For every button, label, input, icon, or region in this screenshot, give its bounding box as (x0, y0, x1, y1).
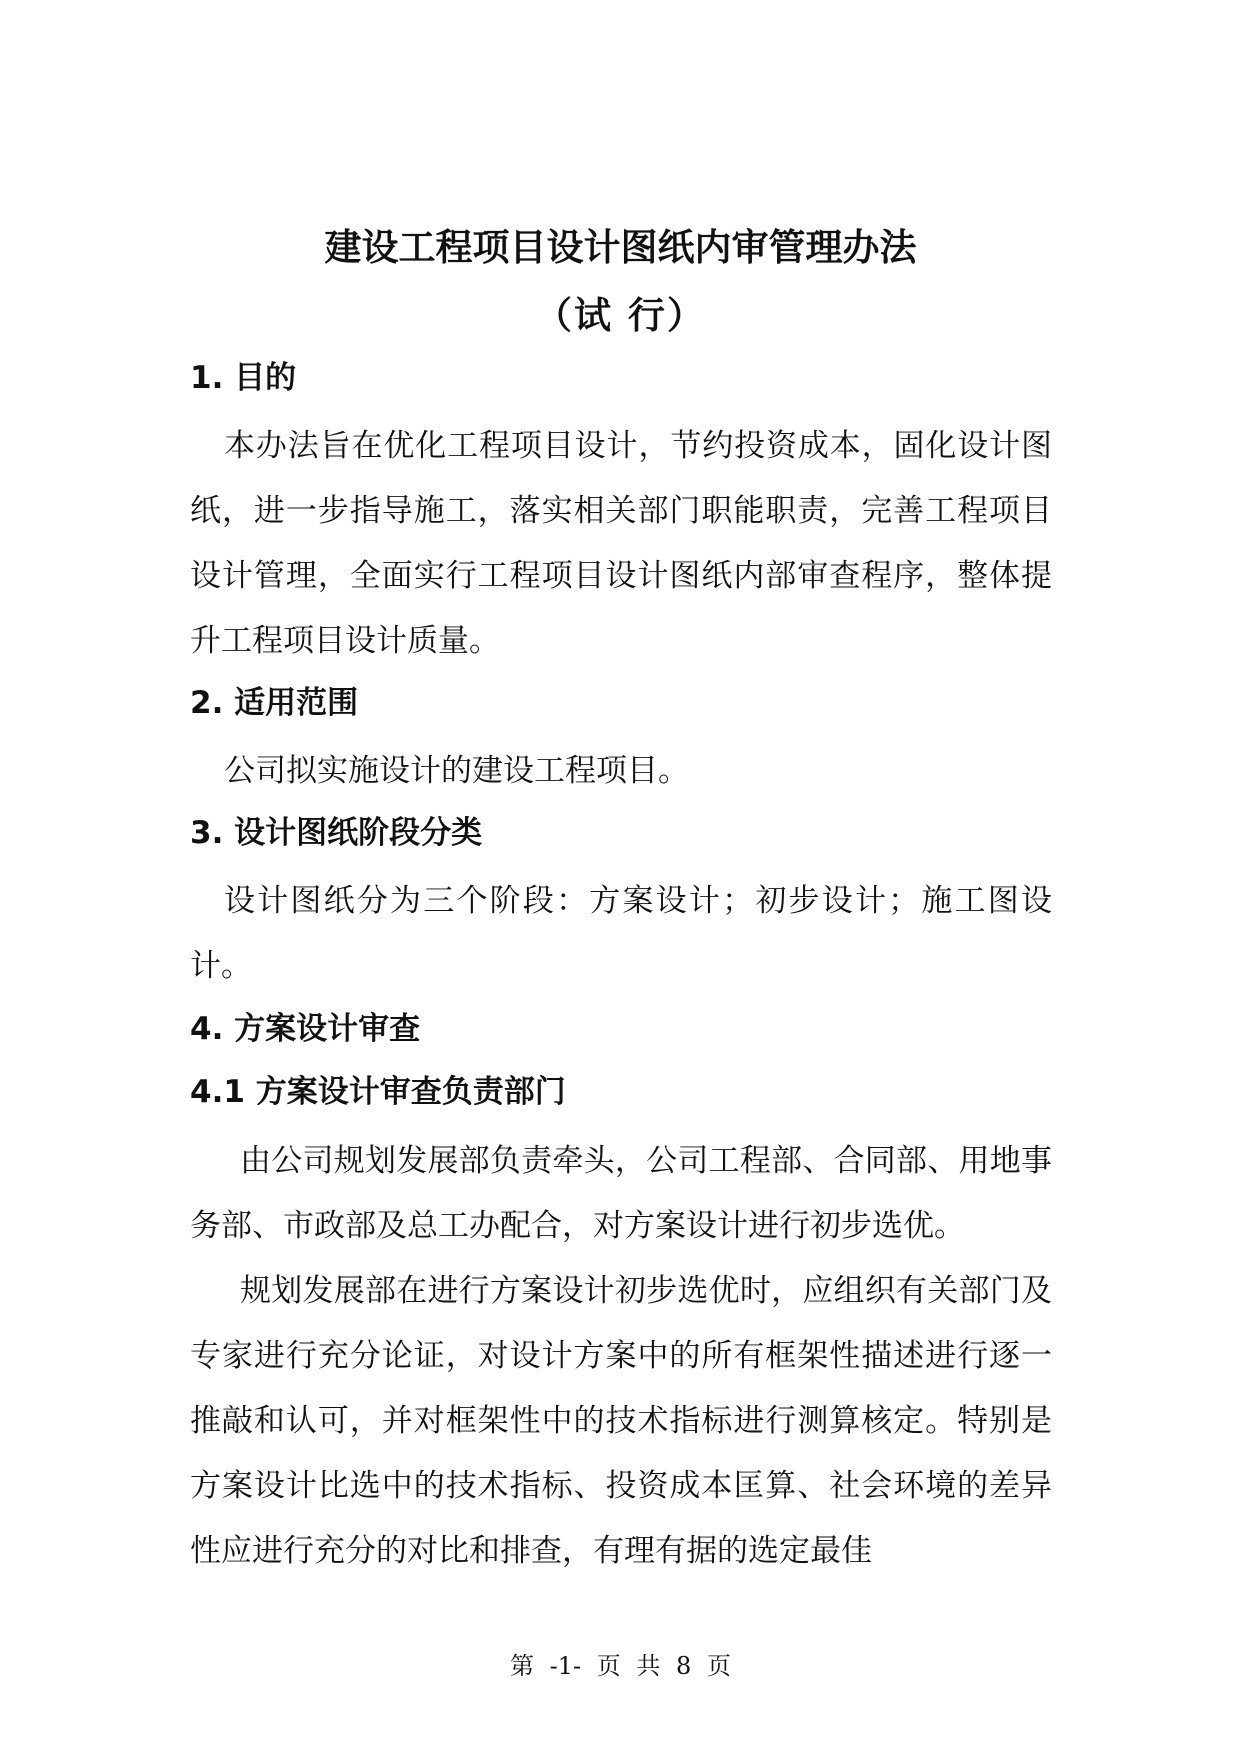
section-body-stages: 设计图纸分为三个阶段：方案设计；初步设计；施工图设计。 (190, 883, 1052, 984)
subsection-body-review-department-2: 规划发展部在进行方案设计初步选优时，应组织有关部门及专家进行充分论证，对设计方案中的所有框架性描述进行逐一推敲和认可，并对框架性中的技术指标进行测算核定。特别是方案设计比选中的技术指标、投资成本匡算、社会环境的差异性应进行充分的对比和排查，有理有据的选定最佳 (190, 1273, 1052, 1569)
section-heading-purpose: 1. 目的 (190, 360, 297, 396)
document-title: 建设工程项目设计图纸内审管理办法 (324, 226, 917, 269)
section-body-purpose: 本办法旨在优化工程项目设计，节约投资成本，固化设计图纸，进一步指导施工，落实相关部门职能职责，完善工程项目设计管理，全面实行工程项目设计图纸内部审查程序，整体提升工程项目设计质量。 (190, 428, 1052, 659)
section-body-scope: 公司拟实施设计的建设工程项目。 (224, 753, 689, 789)
section-heading-stages: 3. 设计图纸阶段分类 (190, 815, 483, 851)
subsection-heading-review-department: 4.1 方案设计审查负责部门 (190, 1074, 566, 1110)
page-number-footer: 第 -1- 页 共 8 页 (510, 1652, 731, 1680)
document-subtitle: （试 行） (535, 294, 706, 337)
section-heading-scheme-review: 4. 方案设计审查 (190, 1011, 421, 1047)
subsection-body-review-department-1: 由公司规划发展部负责牵头，公司工程部、合同部、用地事务部、市政部及总工办配合，对方案设计进行初步选优。 (190, 1143, 1052, 1244)
section-heading-scope: 2. 适用范围 (190, 685, 359, 721)
